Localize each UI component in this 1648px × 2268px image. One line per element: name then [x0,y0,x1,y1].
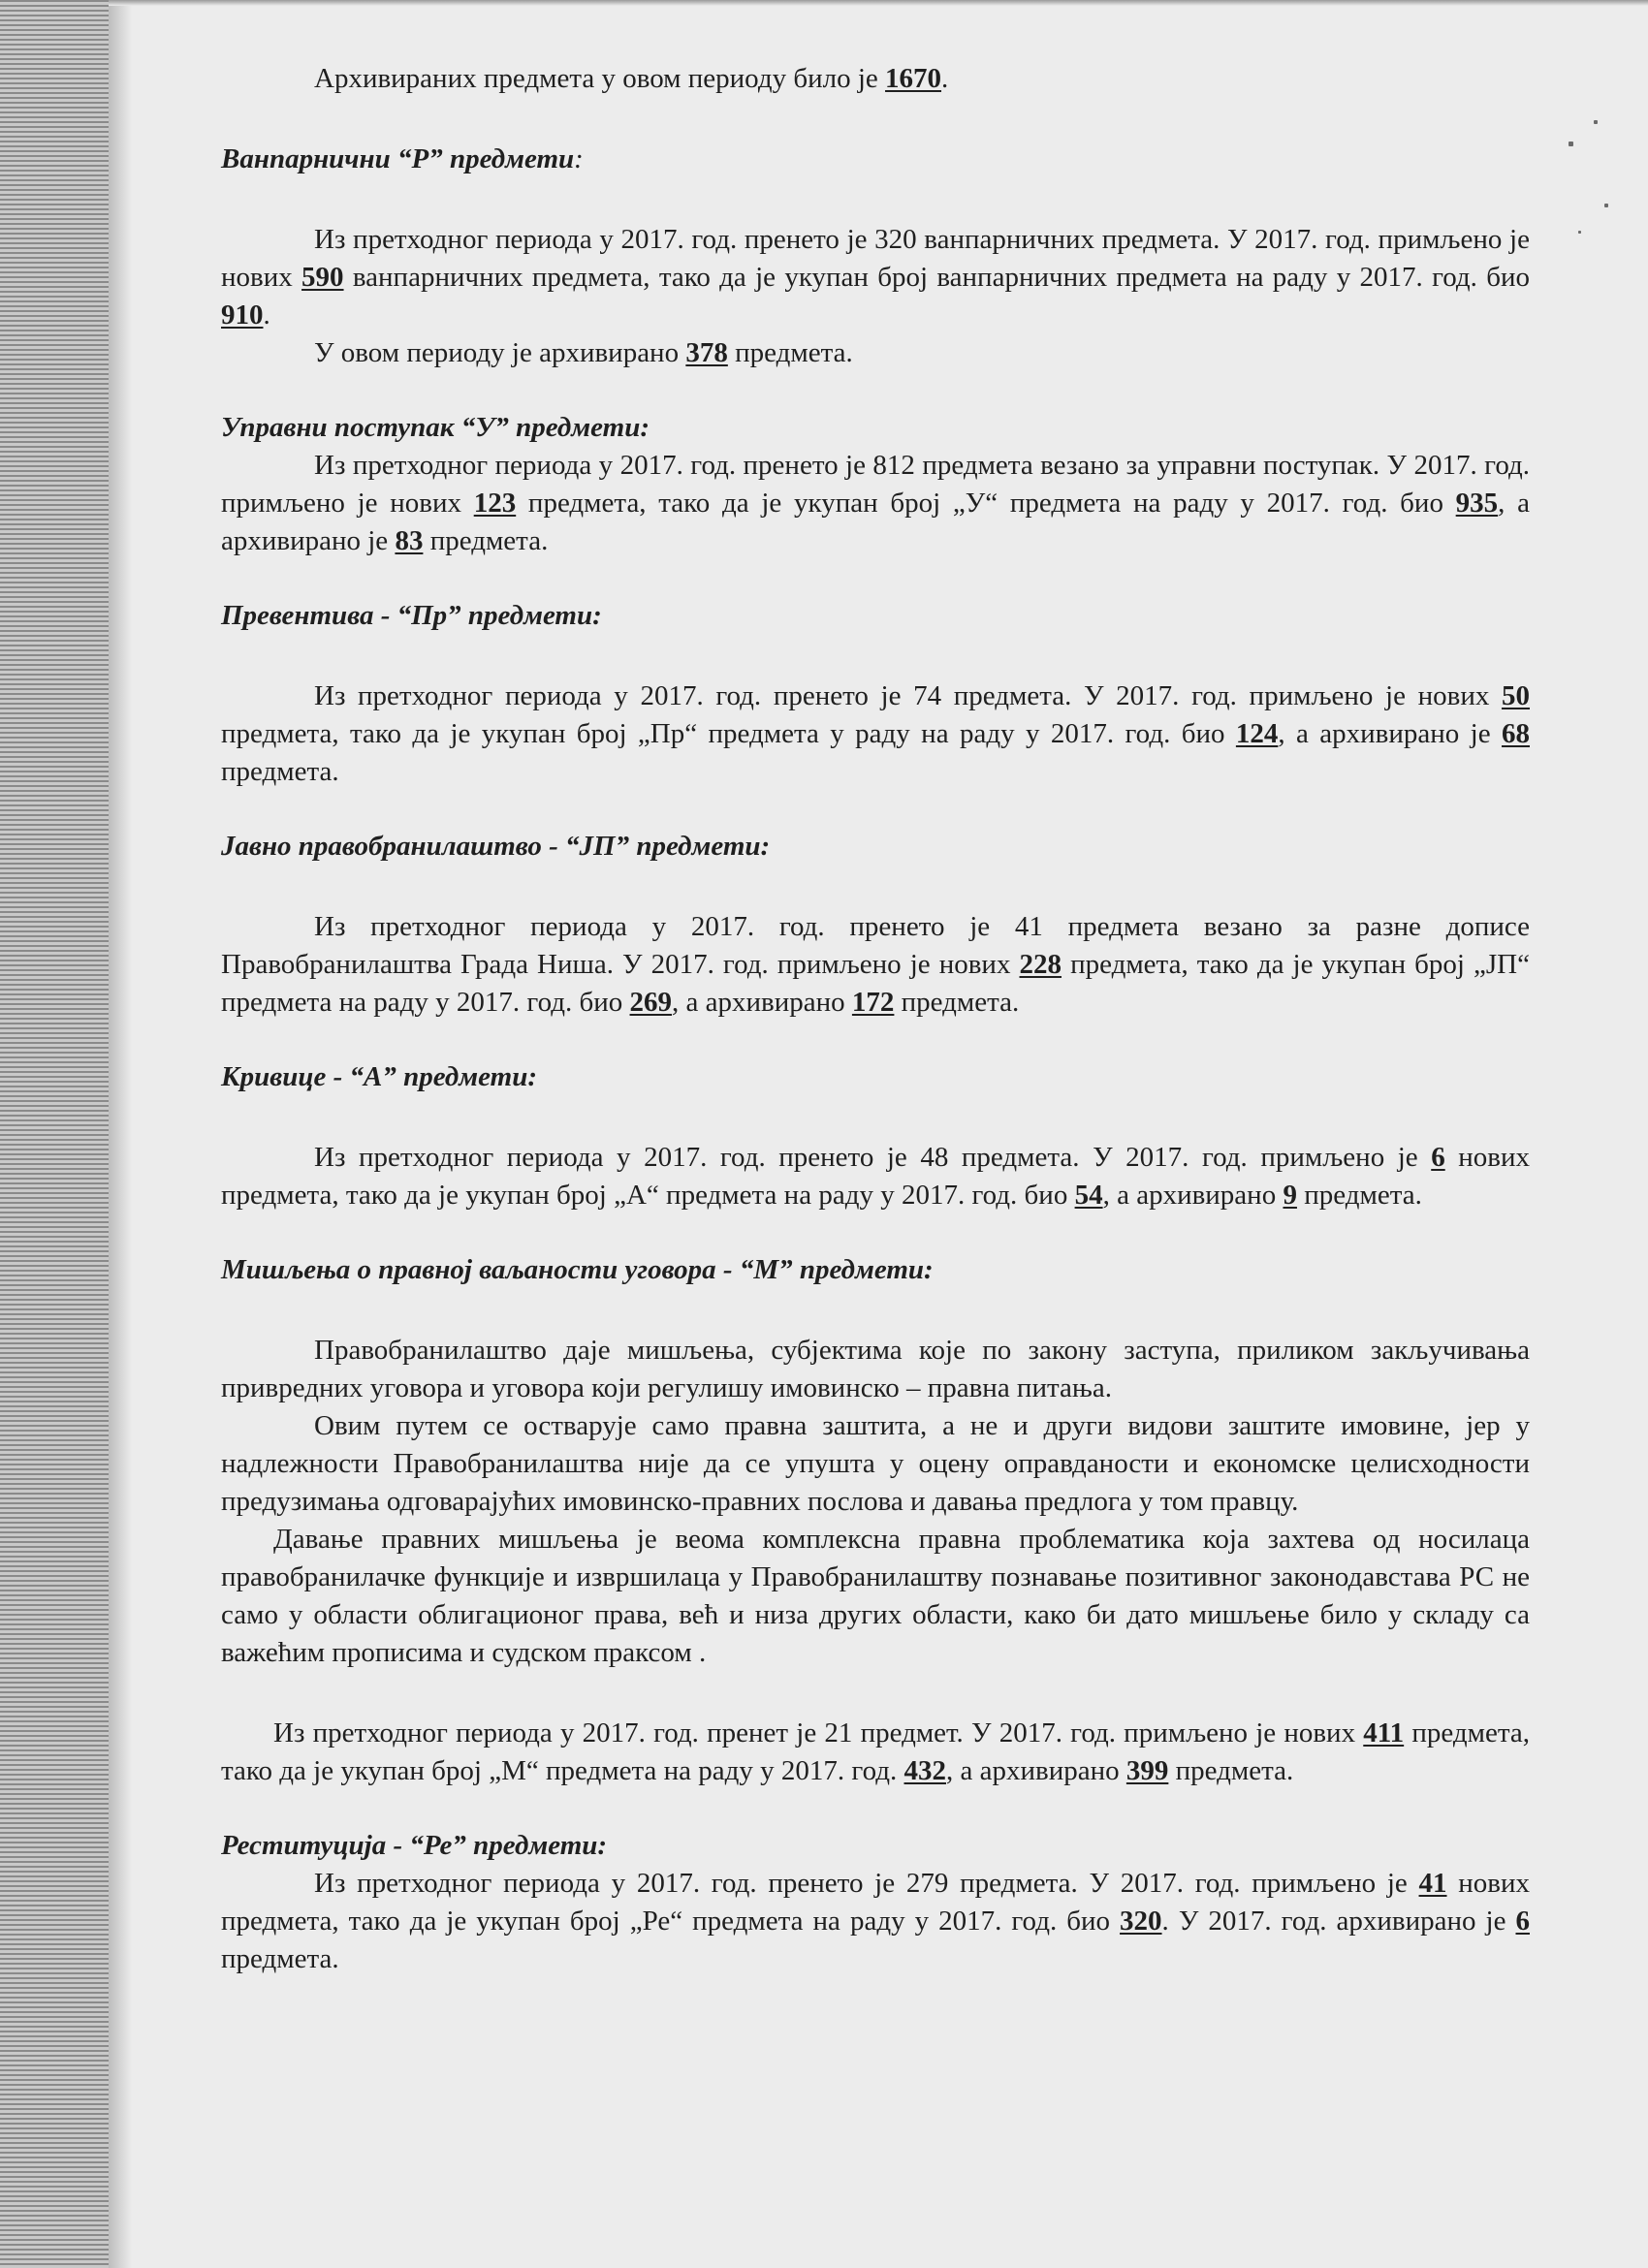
number-value: 411 [1363,1717,1405,1748]
number-value: 378 [685,337,728,368]
section-heading-u: Управни поступак “У” предмети: [221,412,650,443]
number-value: 123 [473,488,517,519]
number-value: 54 [1074,1180,1103,1211]
number-value: 6 [1515,1906,1530,1937]
number-value: 9 [1283,1180,1297,1211]
scan-top-edge [109,0,1648,6]
number-value: 432 [903,1755,946,1786]
scan-speck [1594,120,1598,124]
scan-speck [1569,142,1573,146]
number-value: 41 [1418,1868,1447,1899]
number-value: 228 [1019,949,1062,980]
number-value: 935 [1455,488,1499,519]
number-value: 172 [851,987,895,1018]
a-paragraph-1: Из претходног периода у 2017. год. пренето је 48 предмета. У 2017. год. примљено је 6 нових предмета, тако да је укупан број „А“ предмета на раду у 2017. год. био 54, а архивирано 9 предмета. [221,1142,1530,1211]
m-paragraph-4: Из претходног периода у 2017. год. пренет је 21 предмет. У 2017. год. примљено је нових 411 предмета, тако да је укупан број „М“ предмета на раду у 2017. год. 432, а архивирано 399 предмета. [221,1717,1530,1786]
m-paragraph-3: Давање правних мишљења је веома комплексна правна проблематика која захтева од носилаца правобранилачке функције и извршилаца у Правобранилаштву познавање позитивног законодавстава РС не само у области облигационог права, већ и низа других области, како би дато мишљење било у складу са важећим прописима и судском праксом . [221,1524,1530,1668]
section-heading-pr: Превентива - “Пр” предмети: [221,600,602,631]
number-value: 590 [301,262,344,293]
pr-paragraph-1: Из претходног периода у 2017. год. пренето је 74 предмета. У 2017. год. примљено је нових 50 предмета, тако да је укупан број „Пр“ предмета у раду на раду у 2017. год. био 124, а архивирано је 68 предмета. [221,680,1530,787]
re-paragraph-1: Из претходног периода у 2017. год. пренето је 279 предмета. У 2017. год. примљено је 41 нових предмета, тако да је укупан број „Ре“ предмета на раду у 2017. год. био 320. У 2017. год. архивирано је 6 предмета. [221,1868,1530,1974]
intro-paragraph: Архивираних предмета у овом периоду било је 1670. [314,63,949,94]
number-value: 6 [1431,1142,1445,1173]
vp-paragraph-2: У овом периоду је архивирано 378 предмета. [314,337,853,368]
u-paragraph-1: Из претходног периода у 2017. год. пренето је 812 предмета везано за управни поступак. У 2017. год. примљено је нових 123 предмета, тако да је укупан број „У“ предмета на раду у 2017. год. био 935, а архивирано је 83 предмета. [221,450,1531,556]
number-value: 68 [1502,718,1530,749]
number-value: 83 [395,525,424,556]
number-value: 50 [1502,680,1530,711]
document-page [221,60,1530,1978]
m-paragraph-1: Правобранилаштво даје мишљења, субјектима које по закону заступа, приликом закључивања привредних уговора и уговора који регулишу имовинско – правна питања. [221,1335,1530,1403]
m-paragraph-2: Овим путем се остварује само правна заштита, а не и други видови заштите имовине, јер у надлежности Правобранилаштва није да се упушта у оцену оправданости и економске целисходности предузимања одговарајућих имовинско-правних послова и давања предлога у том правцу. [221,1410,1530,1517]
number-value: 399 [1125,1755,1169,1786]
jp-paragraph-1: Из претходног периода у 2017. год. пренето је 41 предмета везано за разне дописе Правобранилаштва Града Ниша. У 2017. год. примљено је нових 228 предмета, тако да је укупан број „ЈП“ предмета на раду у 2017. год. био 269, а архивирано 172 предмета. [221,911,1530,1018]
scan-edge-banding [0,0,109,2268]
number-value: 124 [1235,718,1279,749]
section-heading-vp: Ванпарнични “Р” предмети: [221,143,584,174]
section-heading-a: Кривице - “А” предмети: [221,1061,537,1092]
section-heading-re: Реституција - “Ре” предмети: [221,1830,608,1861]
vp-paragraph-1: Из претходног периода у 2017. год. пренето је 320 ванпарничних предмета. У 2017. год. примљено је нових 590 ванпарничних предмета, тако да је укупан број ванпарничних предмета на раду у 2017. год. био 910. [221,224,1531,331]
section-heading-jp: Јавно правобранилаштво - “ЈП” предмети: [221,831,771,862]
number-value: 269 [629,987,673,1018]
scan-speck [1578,231,1581,234]
number-value: 910 [221,299,264,331]
number-value: 1670 [885,63,942,94]
number-value: 320 [1120,1906,1162,1937]
scan-speck [1604,204,1608,207]
section-heading-m: Мишљења о правној ваљаности уговора - “М” предмети: [221,1254,934,1285]
